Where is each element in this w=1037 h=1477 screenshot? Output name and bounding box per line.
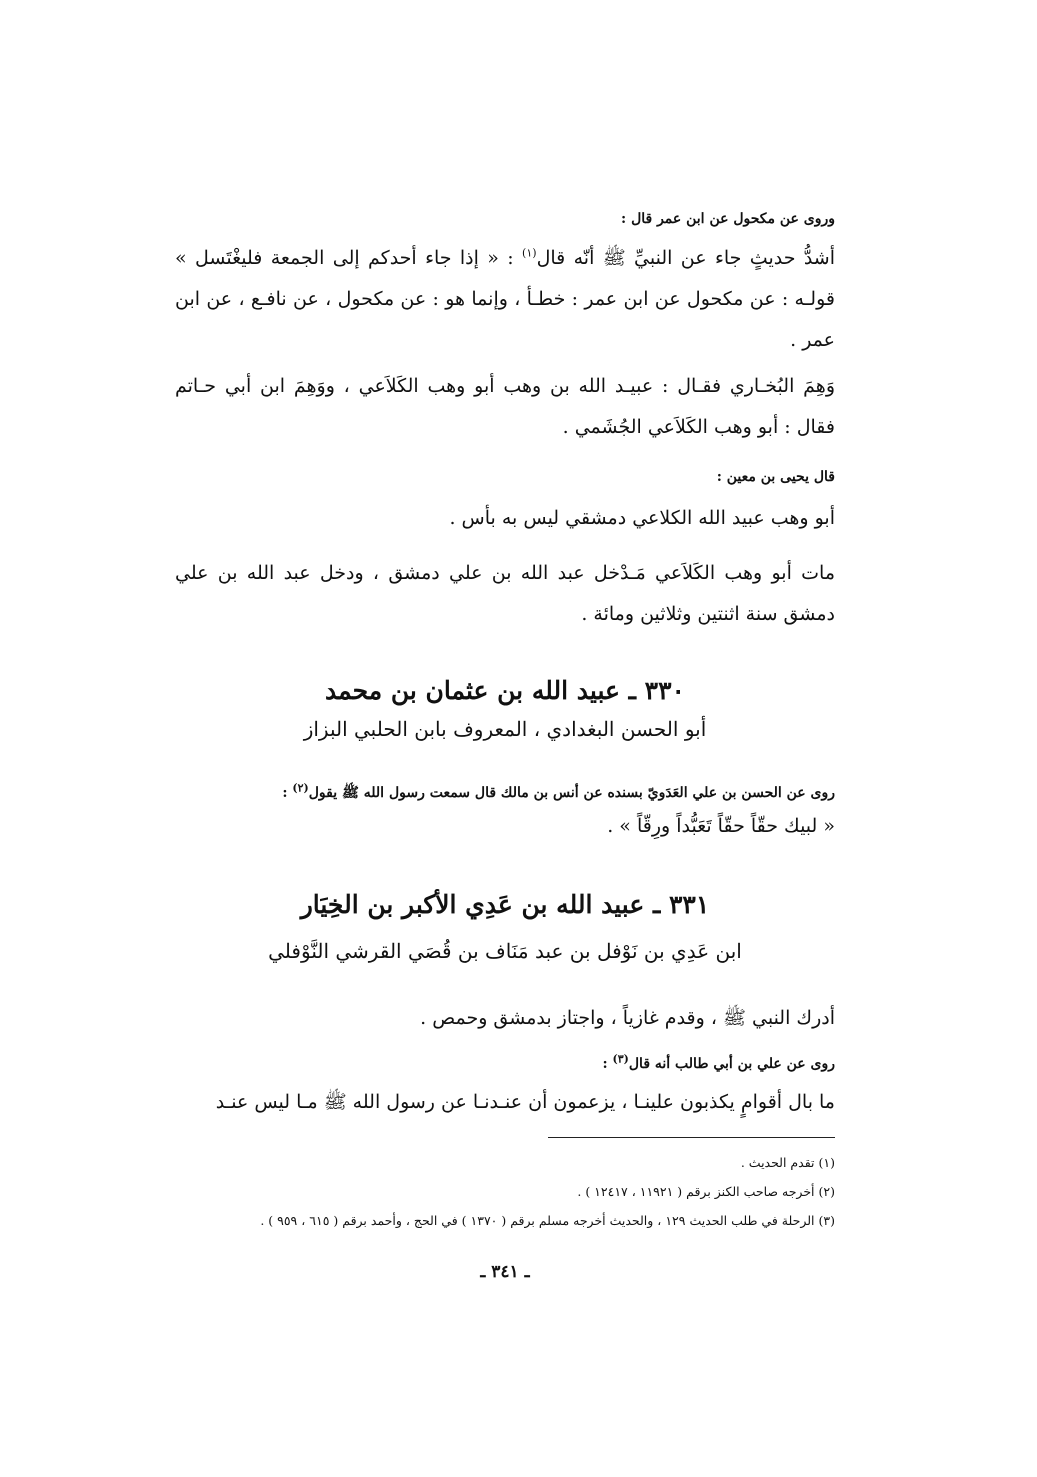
narration-intro-text: روى عن الحسن بن علي العَدَويّ بسنده عن أنس بن مالك قال سمعت رسول الله ﷺ يقول bbox=[308, 785, 835, 801]
paragraph-text: أدرك النبي ﷺ ، وقدم غازياً ، واجتاز بدمشق وحمص . bbox=[420, 1007, 835, 1029]
narration-intro-text: : bbox=[282, 785, 293, 801]
paragraph-death-date bbox=[175, 553, 835, 635]
paragraph-text: أشدُّ حديثٍ جاء عن النبيِّ ﷺ أنّه قال bbox=[536, 247, 835, 269]
entry-subtitle-330: أبو الحسن البغدادي ، المعروف بابن الحلبي البزاز bbox=[303, 717, 707, 741]
quote-text: « لبيك حقّاً حقّاً تَعَبُّداً ورِقّاً » . bbox=[607, 815, 835, 837]
narration-intro-text: قال يحيى بن معين : bbox=[716, 469, 835, 485]
narration-intro-text: روى عن علي بن أبي طالب أنه قال bbox=[628, 1056, 835, 1072]
paragraph-ma-bal-aqwam bbox=[175, 1082, 835, 1123]
paragraph-bukhari-error bbox=[175, 366, 835, 448]
paragraph-adraka bbox=[175, 998, 835, 1039]
footnote-1: (١) تقدم الحديث . bbox=[740, 1155, 835, 1170]
paragraph-text: أبو وهب عبيد الله الكلاعي دمشقي ليس به بأس . bbox=[449, 507, 835, 529]
footnote-ref-1: (١) bbox=[522, 246, 537, 260]
footnote-3: (٣) الرحلة في طلب الحديث ١٢٩ ، والحديث أخرجه مسلم برقم ( ١٣٧٠ ) في الحج ، وأحمد برقم ( ٦١٥ ، ٩٥٩ ) . bbox=[260, 1213, 835, 1228]
narration-intro-hasan bbox=[175, 782, 835, 804]
narration-intro-ali bbox=[175, 1053, 835, 1075]
paragraph-text: مات أبو وهب الكَلاَعي مَـدْخل عبد الله بن علي دمشق ، ودخل عبد الله بن علي دمشق سنة اثنتين وثلاثين ومائة . bbox=[175, 562, 835, 625]
footnote-ref-3: (٣) bbox=[612, 1052, 629, 1066]
footnote-2: (٢) أخرجه صاحب الكنز برقم ( ١١٩٢١ ، ١٢٤١٧ ) . bbox=[577, 1184, 835, 1199]
quote-labbayk bbox=[175, 806, 835, 847]
paragraph-hadith-ghusl bbox=[175, 238, 835, 361]
entry-title-331: ٣٣١ ـ عبيد الله بن عَدِي الأكبر بن الخِيَار bbox=[300, 890, 710, 919]
paragraph-text: وَهِمَ البُخـاري فقـال : عبيـد الله بن وهب أبو وهب الكَلاَعي ، ووَهِمَ ابن أبي حـاتم فقال : أبو وهب الكَلاَعي الجُشَمي . bbox=[175, 375, 835, 438]
entry-subtitle-331: ابن عَدِي بن نَوْفل بن عبد مَنَاف بن قُصَي القرشي النَّوْفلي bbox=[268, 939, 742, 963]
footnote-ref-2: (٢) bbox=[292, 781, 309, 795]
page-number: ـ ٣٤١ ـ bbox=[480, 1262, 530, 1282]
narration-intro-text: : bbox=[602, 1056, 613, 1072]
narration-intro-yahya bbox=[175, 466, 835, 488]
paragraph-kalai-statement bbox=[175, 498, 835, 539]
entry-title-330: ٣٣٠ ـ عبيد الله بن عثمان بن محمد bbox=[325, 676, 685, 705]
narration-intro-makhul bbox=[175, 208, 835, 230]
footnote-divider bbox=[548, 1137, 835, 1138]
narration-intro-text: وروى عن مكحول عن ابن عمر قال : bbox=[621, 211, 835, 227]
paragraph-text: ما بال أقوامٍ يكذبون علينـا ، يزعمون أن عنـدنـا عن رسول الله ﷺ مـا ليس عنـد bbox=[215, 1091, 835, 1113]
paragraph-text: : « إذا جاء أحدكم إلى الجمعة فليغْتَسل » قولـه : عن مكحول عن ابن عمر : خطـأ ، وإنما هو : عن مكحول ، عن نافـع ، عن ابن عمر . bbox=[175, 247, 835, 351]
